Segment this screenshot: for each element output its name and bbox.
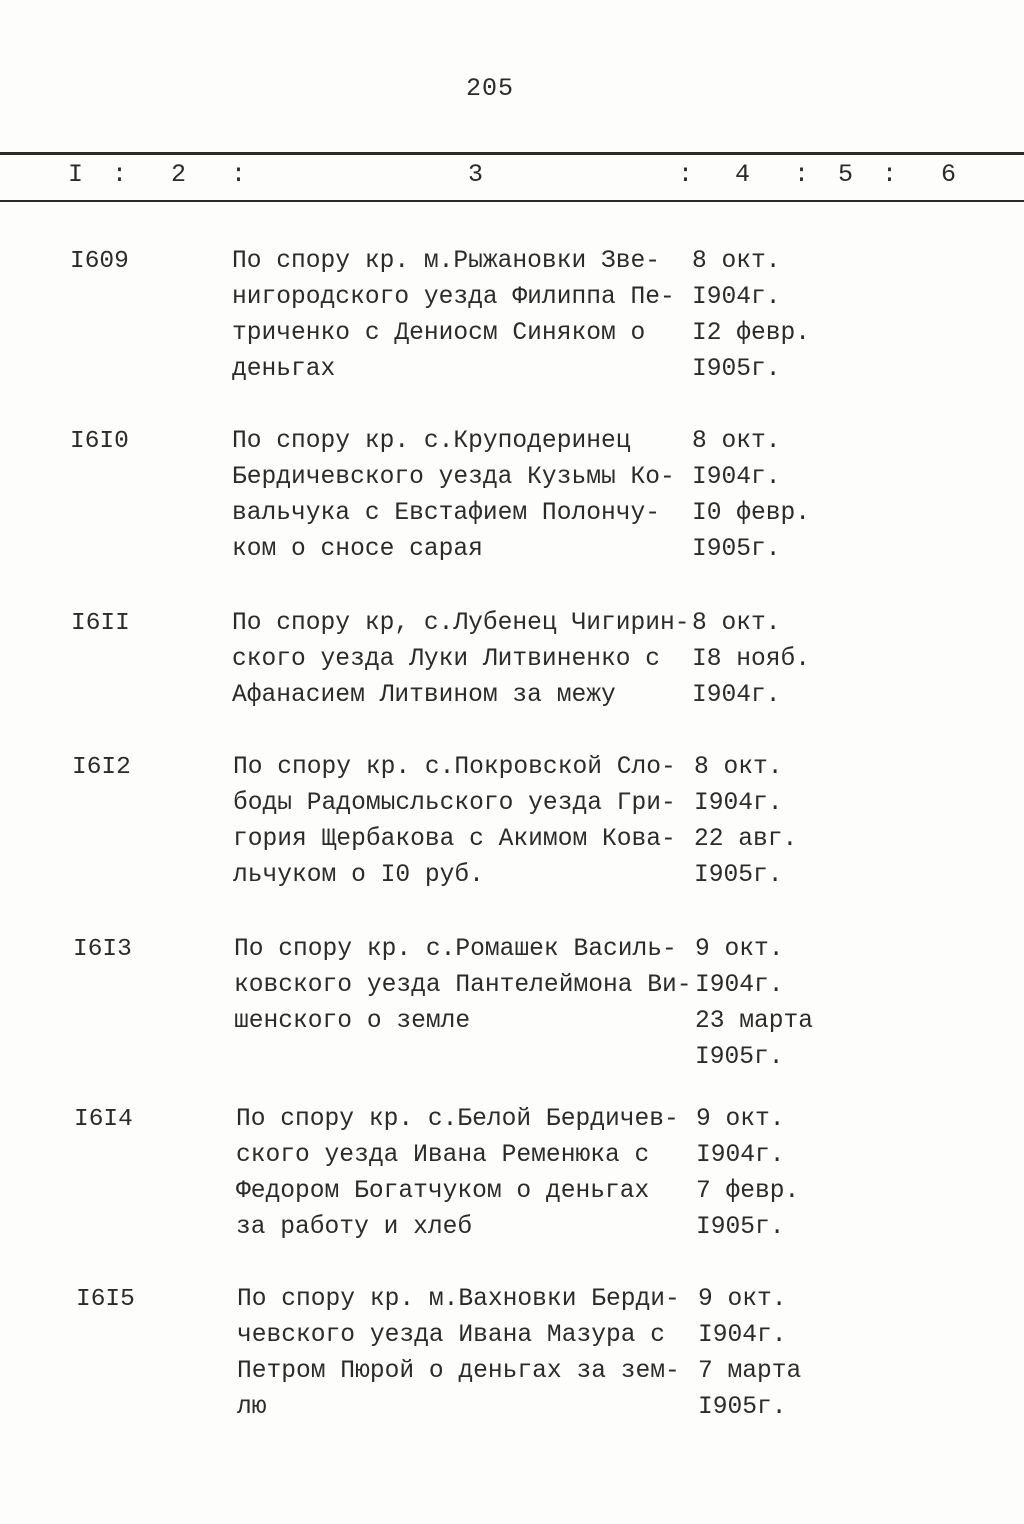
entry-date-line: 9 окт. bbox=[696, 1106, 785, 1133]
entry-description-line: триченко с Дениосм Синяком о bbox=[232, 320, 646, 347]
entry-description bbox=[232, 244, 675, 388]
entry-description-line: По спору кр. с.Круподеринец bbox=[232, 428, 631, 455]
entry-dates bbox=[692, 424, 810, 568]
entry-date-line: I904г. bbox=[692, 464, 781, 491]
entry-number: I6I3 bbox=[73, 936, 132, 963]
entry-date-line: 23 марта bbox=[695, 1008, 814, 1035]
column-separator: : bbox=[678, 160, 694, 189]
entry-date-line: 8 окт. bbox=[692, 248, 781, 275]
entry-description-line: ковского уезда Пантелеймона Ви- bbox=[234, 972, 692, 999]
entry-description-line: По спору кр, с.Лубенец Чигирин- bbox=[232, 610, 690, 637]
entry-date-line: I8 нояб. bbox=[692, 646, 811, 673]
entry-date-line: 8 окт. bbox=[692, 428, 781, 455]
entry-date-line: I905г. bbox=[692, 536, 781, 563]
entry-date-line: I0 февр. bbox=[692, 500, 811, 527]
entry-description-line: По спору кр. с.Белой Бердичев- bbox=[236, 1106, 679, 1133]
entry-description-line: По спору кр. с.Покровской Сло- bbox=[233, 754, 676, 781]
column-header-i: I bbox=[68, 160, 84, 189]
entry-dates bbox=[692, 606, 810, 714]
entry-number: I6I4 bbox=[74, 1106, 133, 1133]
entry-date-line: I904г. bbox=[692, 682, 781, 709]
column-separator: : bbox=[794, 160, 810, 189]
entry-date-line: I905г. bbox=[696, 1214, 785, 1241]
entry-description bbox=[233, 750, 676, 894]
entry-date-line: 9 окт. bbox=[695, 936, 784, 963]
entry-description bbox=[237, 1282, 680, 1426]
entry-description-line: ского уезда Луки Литвиненко с bbox=[232, 646, 661, 673]
entry-description-line: вальчука с Евстафием Полончу- bbox=[232, 500, 661, 527]
entry-date-line: 8 окт. bbox=[694, 754, 783, 781]
entry-description bbox=[232, 424, 675, 568]
entry-description-line: По спору кр. м.Рыжановки Зве- bbox=[232, 248, 661, 275]
entry-description-line: ком о сносе сарая bbox=[232, 536, 483, 563]
entry-date-line: 7 марта bbox=[698, 1358, 802, 1385]
entry-date-line: I905г. bbox=[692, 356, 781, 383]
entry-description-line: льчуком о I0 руб. bbox=[233, 862, 484, 889]
entry-date-line: 9 окт. bbox=[698, 1286, 787, 1313]
entry-date-line: I904г. bbox=[694, 790, 783, 817]
entry-description-line: боды Радомысльского уезда Гри- bbox=[233, 790, 676, 817]
entry-dates bbox=[692, 244, 810, 388]
entry-description-line: чевского уезда Ивана Мазура с bbox=[237, 1322, 666, 1349]
entry-date-line: I905г. bbox=[698, 1394, 787, 1421]
entry-description-line: Афанасием Литвином за межу bbox=[232, 682, 616, 709]
entry-date-line: 22 авг. bbox=[694, 826, 798, 853]
entry-date-line: I904г. bbox=[698, 1322, 787, 1349]
entry-description-line: деньгах bbox=[232, 356, 336, 383]
entry-date-line: I905г. bbox=[695, 1044, 784, 1071]
entry-dates bbox=[695, 932, 813, 1076]
entry-description-line: По спору кр. с.Ромашек Василь- bbox=[234, 936, 677, 963]
entry-date-line: 8 окт. bbox=[692, 610, 781, 637]
entry-dates bbox=[698, 1282, 801, 1426]
entry-description bbox=[232, 606, 690, 714]
entry-number: I6I5 bbox=[76, 1286, 135, 1313]
entry-description bbox=[236, 1102, 679, 1246]
entry-number: I609 bbox=[70, 248, 129, 275]
column-separator: : bbox=[882, 160, 898, 189]
entry-description-line: гория Щербакова с Акимом Кова- bbox=[233, 826, 676, 853]
entry-description-line: за работу и хлеб bbox=[236, 1214, 473, 1241]
entry-date-line: I905г. bbox=[694, 862, 783, 889]
entry-date-line: I904г. bbox=[695, 972, 784, 999]
entry-description-line: Бердичевского уезда Кузьмы Ко- bbox=[232, 464, 675, 491]
entry-date-line: 7 февр. bbox=[696, 1178, 800, 1205]
entry-description-line: нигородского уезда Филиппа Пе- bbox=[232, 284, 675, 311]
entry-description-line: Петром Пюрой о деньгах за зем- bbox=[237, 1358, 680, 1385]
entry-dates bbox=[696, 1102, 799, 1246]
entry-description-line: ского уезда Ивана Ременюка с bbox=[236, 1142, 650, 1169]
column-separator: : bbox=[231, 160, 247, 189]
column-header-4: 4 bbox=[735, 160, 751, 189]
entry-date-line: I904г. bbox=[696, 1142, 785, 1169]
entry-description-line: Федором Богатчуком о деньгах bbox=[236, 1178, 650, 1205]
entry-number: I6I0 bbox=[70, 428, 129, 455]
column-header-3: 3 bbox=[468, 160, 484, 189]
column-header-6: 6 bbox=[941, 160, 957, 189]
column-separator: : bbox=[112, 160, 128, 189]
entry-description-line: По спору кр. м.Вахновки Берди- bbox=[237, 1286, 680, 1313]
column-header-5: 5 bbox=[838, 160, 854, 189]
page-number: 205 bbox=[466, 74, 515, 103]
entry-number: I6I2 bbox=[72, 754, 131, 781]
entry-date-line: I904г. bbox=[692, 284, 781, 311]
entry-description-line: шенского о земле bbox=[234, 1008, 471, 1035]
column-header-2: 2 bbox=[171, 160, 187, 189]
entry-description-line: лю bbox=[237, 1394, 267, 1421]
entry-dates bbox=[694, 750, 797, 894]
entry-description bbox=[234, 932, 692, 1040]
entry-number: I6II bbox=[71, 610, 130, 637]
entry-date-line: I2 февр. bbox=[692, 320, 811, 347]
